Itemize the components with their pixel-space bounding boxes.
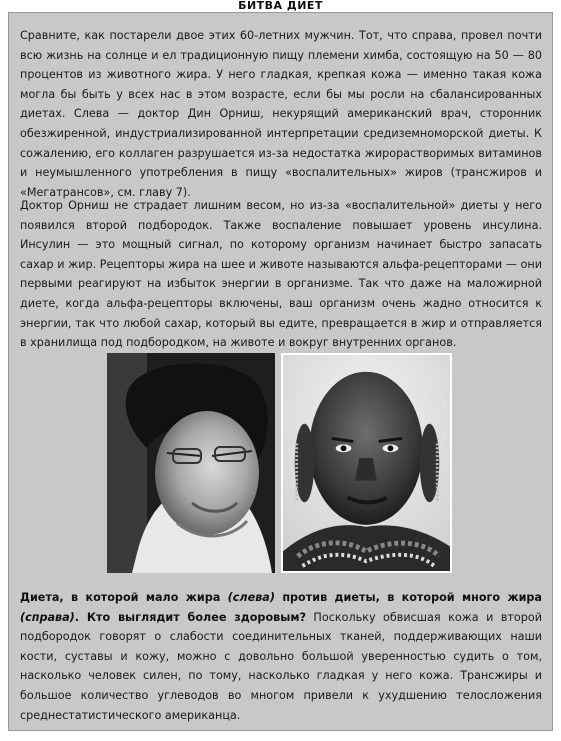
paragraph-comparison: Сравните, как постарели двое этих 60-летних мужчин. Тот, что справа, провел почти всю жизнь на солнце и ел традиционную пищу племени химба, состоящую на 50 — 80 процентов из животного жира. У него гладкая, крепкая кожа — именно такая кожа могла бы быть у всех нас в этом возрасте, если бы мы росли на сбалансированных диетах. Слева — доктор Дин Орниш, некурящий американский врач, сторонник обезжиренной, индустриализированной интерпретации средиземноморской диеты. К сожалению, его коллаген разрушается из-за недостатка жирорастворимых витаминов и неумышленного употребления в пищу «воспалительных» жиров (трансжиров и «Мегатрансов», см. главу 7).	[20, 29, 542, 199]
caption-lead-part2: против диеты, в которой много жира	[274, 591, 542, 604]
photo-caption	[20, 588, 542, 725]
caption-lead-part1: Диета, в которой мало жира	[20, 591, 228, 604]
photo-low-fat-diet-man	[107, 353, 275, 573]
caption-lead-question: . Кто выглядит более здоровым?	[74, 610, 306, 624]
photo-high-fat-diet-man	[281, 353, 452, 573]
photo-pair	[107, 353, 452, 573]
portrait-right-image	[283, 355, 450, 571]
caption-lead-left: (слева)	[227, 591, 275, 604]
caption-lead-right: (справа)	[20, 610, 75, 624]
caption-body: Поскольку обвисшая кожа и второй подбородок говорят о слабости соединительных тканей, поддерживающих наши кости, суставы и кожу, можно с довольно большой уверенностью судить о том, насколько человек силен, по тому, насколько гладкая у него кожа. Трансжиры и большое количество углеводов во многом привели к ухудшению телосложения среднестатистического американца.	[20, 610, 542, 722]
portrait-left-image	[107, 353, 275, 573]
page-title: БИТВА ДИЕТ	[238, 0, 323, 12]
paragraph-ornish: Доктор Орниш не страдает лишним весом, но из-за «воспалительной» диеты у него появился второй подбородок. Также воспаление повышает уровень инсулина. Инсулин — это мощный сигнал, по которому организм начинает быстро запасать сахар и жир. Рецепторы жира на шее и животе называются альфа-рецепторами — они первыми реагируют на избыток энергии в организме. Так что даже на маложирной диете, когда альфа-рецепторы включены, ваш организм очень жадно относится к энергии, так что любой сахар, который вы едите, превращается в жир и отправляется в хранилища под подбородком, на животе и вокруг внутренних органов.	[20, 199, 542, 350]
